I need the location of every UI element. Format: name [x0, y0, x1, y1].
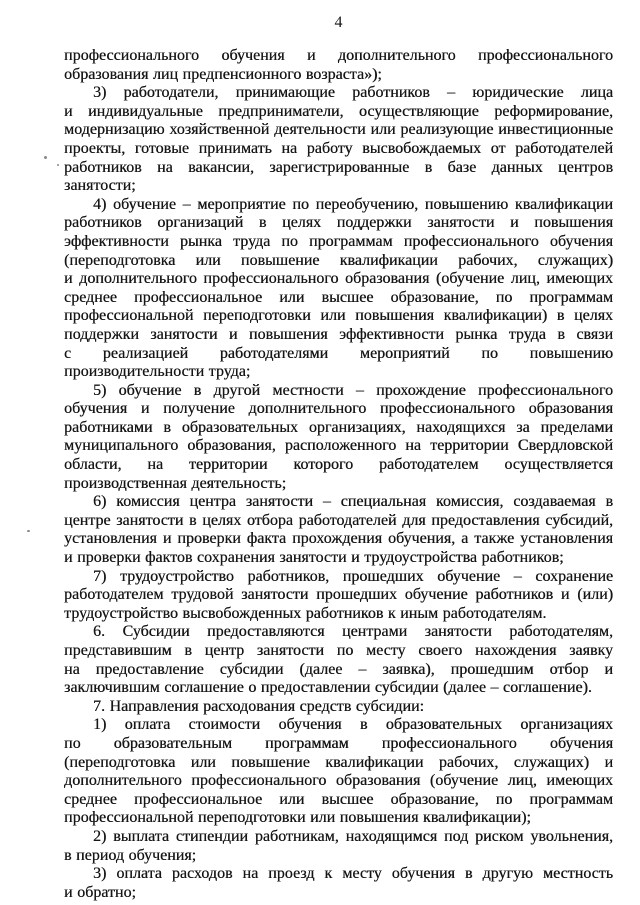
paragraph-item-5-other-area: 5) обучение в другой местности – прохождение профессионального обучения и получение дополнительного профессионального образования работниками в образовательных организациях, находящихся за пределами муниципального образования, расположенного на территории Свердловской области, на территории которого работодателем осуществляется производственная деятельность; [64, 381, 613, 492]
paragraph-continuation: профессионального обучения и дополнительного профессионального образования лиц предпенсионного возраста»); [64, 47, 613, 83]
paragraph-item-1-payment: 1) оплата стоимости обучения в образовательных организациях по образовательным программам профессионального обучения (переподготовка или повышение квалификации рабочих, служащих) и дополнительного профессионального образования (обучение лиц, имеющих среднее профессиональное или высшее образование, по программам профессиональной переподготовки или повышения квалификации); [64, 716, 613, 827]
paragraph-item-4-training: 4) обучение – мероприятие по переобучению, повышению квалификации работников организаций в целях поддержки занятости и повышения эффективности рынка труда по программам профессионального обучения (переподготовка или повышение квалификации рабочих, служащих) и дополнительного профессионального образования (обучение лиц, имеющих среднее профессиональное или высшее образование, по программам профессиональной переподготовки или повышения квалификации) в целях поддержки занятости и повышения эффективности рынка труда в связи с реализацией работодателями мероприятий по повышению производительности труда; [64, 195, 613, 381]
paragraph-item-7-employment: 7) трудоустройство работников, прошедших обучение – сохранение работодателем трудовой занятости прошедших обучение работников и (или) трудоустройство высвобожденных работников к иным работодателям. [64, 567, 613, 622]
page-number: 4 [334, 14, 343, 31]
scan-speck [57, 164, 59, 166]
paragraph-item-2-stipend: 2) выплата стипендии работникам, находящимся под риском увольнения, в период обучения; [64, 827, 613, 864]
paragraph-clause-7-directions: 7. Направления расходования средств субсидии: [93, 697, 424, 715]
paragraph-item-6-commission: 6) комиссия центра занятости – специальная комиссия, создаваемая в центре занятости в целях отбора работодателей для предоставления субсидий, установления и проверки факта прохождения обучения, а также установления и проверки фактов сохранения занятости и трудоустройства работников; [64, 493, 613, 567]
paragraph-clause-6-subsidies: 6. Субсидии предоставляются центрами занятости работодателям, представившим в центр занятости по месту своего нахождения заявку на предоставление субсидии (далее – заявка), прошедшим отбор и заключившим соглашение о предоставлении субсидии (далее – соглашение). [64, 623, 613, 697]
document-page [64, 13, 613, 902]
scan-speck [27, 530, 30, 532]
scan-speck [44, 156, 47, 159]
paragraph-item-3-employers: 3) работодатели, принимающие работников – юридические лица и индивидуальные предприниматели, осуществляющие реформирование, модернизацию хозяйственной деятельности или реализующие инвестиционные проекты, готовые принимать на работу высвобождаемых от работодателей работников на вакансии, зарегистрированные в базе данных центров занятости; [64, 84, 613, 195]
paragraph-item-3-travel: 3) оплата расходов на проезд к месту обучения в другую местность и обратно; [64, 865, 613, 901]
